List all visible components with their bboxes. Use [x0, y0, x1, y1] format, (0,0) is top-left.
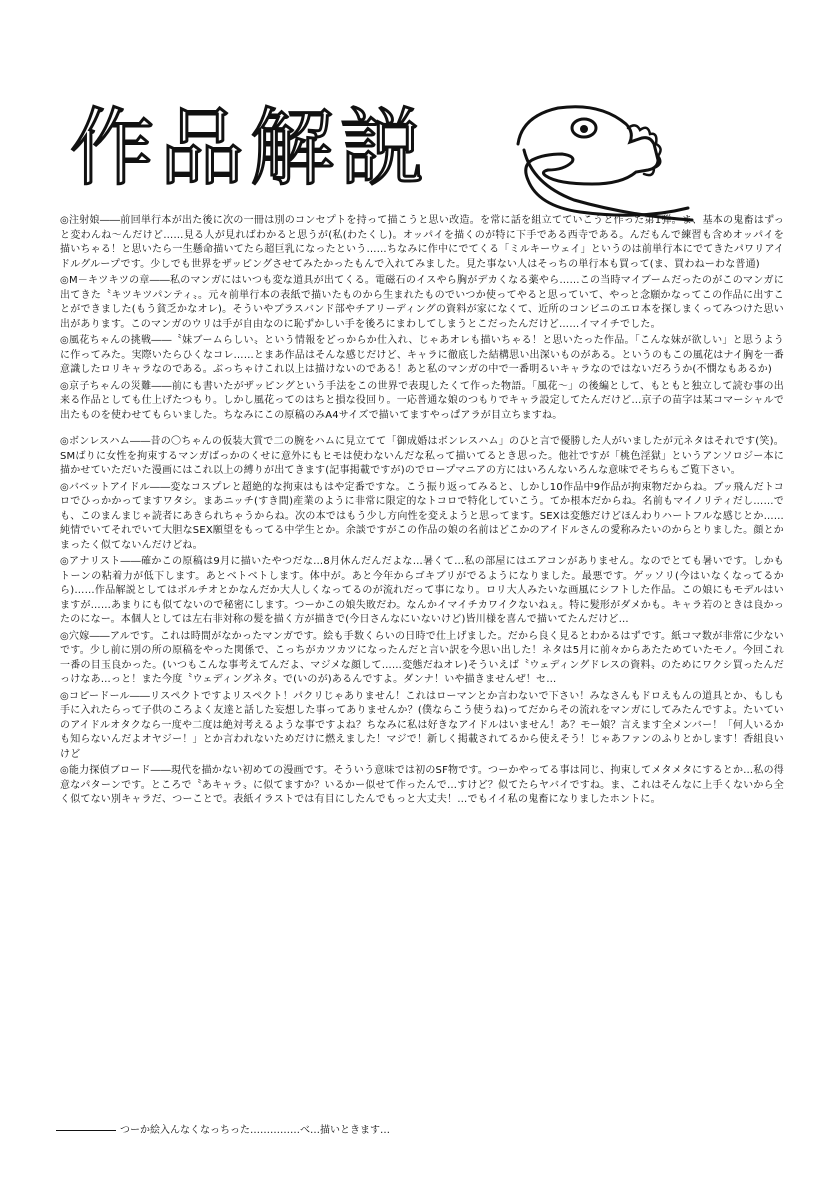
- entry-nouryoku-tantei: ◎能力探偵ブロード――現代を描かない初めての漫画です。そういう意味では初のSF物です。つーかやってる事は同じ、拘束してメタメタにするとか…私の得意なパターンです。ところで〝あキャラ〟に似てますか？いるかー似せて作ったんで…すけど？似てたらヤバイですね。ま、これはそんなに上手くないから全く似てない別キャラだ、つーことで。表紙イラストでは有目にしたんでもっと大丈夫！…でもイイ私の鬼畜になりましたホントに。: [60, 765, 784, 805]
- closing-rule: [56, 1130, 116, 1131]
- page-title: 作品解説: [70, 99, 431, 197]
- snake-mascot-icon: [510, 88, 700, 228]
- entry-fuuka-chosen: ◎風花ちゃんの挑戦――〝妹ブームらしい〟という情報をどっからか仕入れ、じゃあオレも描いちゃる！と思いたった作品。「こんな妹が欲しい」と思うように作ってみた。実際いたらひくなコレ……とまあ作品はそんな感じだけど、キャラに徹底した結構思い出深いものがある。というのもこの風花はナイ胸を一番意識したロリキャラなのである。ぶっちゃけこれ以上は描けないのである！あと私のマンガの中で一番明るいキャラなのではないだろうか(不憫なもあるか): [60, 335, 784, 375]
- closing-note: [56, 1124, 516, 1138]
- entry-kyouko-sainan: ◎京子ちゃんの災難――前にも書いたがザッピングという手法をこの世界で表現したくて作った物語。「風花～」の後編として、もともと独立して読む事の出来る作品としても仕上げたつもり。しかし風花ってのはちと損な役回り。一応普通な娘のつもりでキャラ設定してたんだけど…京子の苗字は某コマーシャルで出たものを使わせてもらいました。ちなみにこの原稿のみA4サイズで描いてますやっぱアラが目立ちますね。: [60, 380, 784, 421]
- entry-babette-idol: ◎バベットアイドル――変なコスプレと超絶的な拘束はもはや定番ですな。こう振り返ってみると、しかし10作品中9作品が拘束物だからね。ブッ飛んだトコロでひっかかってますワタシ。まあニッチ(すき間)産業のように非常に限定的なトコロで特化していこう。てか根本だからね。名前もマイノリティだし……でも、このまんまじゃ読者にあきられちゃうからね。次の本ではもう少し方向性を変えようと思ってます。SEXは変態だけどほんわりハートフルな感じとか……純情でいてそれでいて大胆なSEX願望をもってる中学生とか。余談ですがこの作品の娘の名前はどこかのアイドルさんの愛称みたいのからとりました。顔とかまったく似てないんだけどね。: [60, 481, 784, 551]
- entry-anayome: ◎穴嫁――アルです。これは時間がなかったマンガです。絵も手数くらいの日時で仕上げました。だから良く見るとわかるはずです。紙コマ数が非常に少ないです。少し前に別の所の原稿をやった関係で、こっちがカツカツになったんだと言い訳を今思い出した！ネタは5月に前々からあたためていたモノ。今回これ一番の目玉良かった。(いつもこんな事考えてんだよ、マジメな顔して……変態だねオレ)そういえば〝ウェディングドレスの資料〟のためにワクシ買ったんだっけなあ…っと！また今度〝ウェディングネタ〟で(いのが)あるんですよ。ダンナ！いや描きませんぜ！セ…: [60, 630, 784, 685]
- commentary-list: [60, 214, 784, 808]
- entry-analyst: ◎アナリスト――確かこの原稿は9月に描いたやつだな…8月休んだんだよな…暑くて…私の部屋にはエアコンがありません。なのでとても暑いです。しかもトーンの粘着力が低下します。あとベトベトします。体中が。あと今年からゴキブリがでるようになりました。最悪です。ゲッソリ(今はいなくなってるから)……作品解説としてはボルチオとかなんだか大人しくなってるのが流れだって事になり。ロリ大人みたいな画風にシフトした作品。この娘にもモデルはいますが……あまりにも似てないので秘密にします。つーかこの娘失敗だわ。なんかイマイチカワイクないねぇ。特に髪形がダメかも。キャラ若のときは良かったのになー。本個人としては左右非対称の髪を描く方が描きで(今日さんなにいないけど)皆川様を喜んで描いてたんだけど…: [60, 556, 784, 625]
- entry-chusha-musume: ◎注射娘――前回単行本が出た後に次の一冊は別のコンセプトを持って描こうと思い改造。を常に話を組立てていこうと作った第1弾。ま、基本の鬼畜はずっと変わんね～んだけど……見る人が見ればわかると思うが(私(わたくし)。オッパイを描くのが特に下手である西寺である。んだもんで練習も含めオッパイを描いちゃる！と思いたら一生懸命描いてたら超巨乳になったという……ちなみに作中にでてくる「ミルキーウェイ」というのは前単行本にでてきたパワリアイドルグループです。少しでも世界をザッピングさせてみたかったもんで入れてみました。見た事ない人はそっちの単行本も買って(ま、買わねーわな普通): [60, 215, 784, 270]
- closing-text: つーか絵入んなくなっちった……………べ…描いときます…: [120, 1125, 390, 1136]
- entry-m-kitsukitsu: ◎M－キツキツの章――私のマンガにはいつも変な道具が出てくる。電磁石のイスやら胸がデカくなる薬やら……この当時マイブームだったのがこのマンガに出てきた〝キツキツパンティ〟。元々前単行本の表紙で描いたものから生まれたものでいつか使ってやると思っていて、やっと念願かなってこの作品に出すことができました(もう貧乏かなオレ)。そういやブラスバンド部やチアリーディングの資料が家になくて、近所のコンビニのエロ本を探しまくってみつけた思い出があります。このマンガのウリは手が自由なのに恥ずかしい手を後ろにまわしてしまうとこだったんだけど……イマイチでした。: [60, 275, 784, 330]
- entry-bonless-ham: ◎ボンレスハム――昔の〇ちゃんの仮装大賞で二の腕をハムに見立てて「御成婚はボンレスハム」のひと言で優勝した人がいましたが元ネタはそれです(笑)。SMばりに女性を拘束するマンガばっかのくせに意外にもヒモは使わないんだな私って描いてるとき思った。他社ですが「桃色淫獄」というアンソロジー本に描かせていただいた漫画にはこれ以上の縛りが出てきます(記事掲載ですが)のでロープマニアの方にはいろんないろんな意味でそちらもご覧下さい。: [60, 436, 784, 476]
- entry-copy-doll: ◎コピードール――リスペクトですよリスペクト！パクリじゃありません！これはローマンとか言わないで下さい！みなさんもドロえもんの道具とか、もしも手に入れたらって子供のころよく友達と話した妄想した事ってありませんか？(僕ならこう使うね)ってだからその流れをマンガにしてみたんですよ。たいていのアイドルオタクなら一度や二度は絶対考えるような事ですよね？ちなみに私は好きなアイドルはいません！あ？モー娘？言えます全メンバー！「何人いるかも知らないんだよオヤジー！」とか言われないためだけに燃えました！マジで！新しく掲載されてるから使えそう！じゃあファンのふりとかします！香組良いけど: [60, 690, 784, 760]
